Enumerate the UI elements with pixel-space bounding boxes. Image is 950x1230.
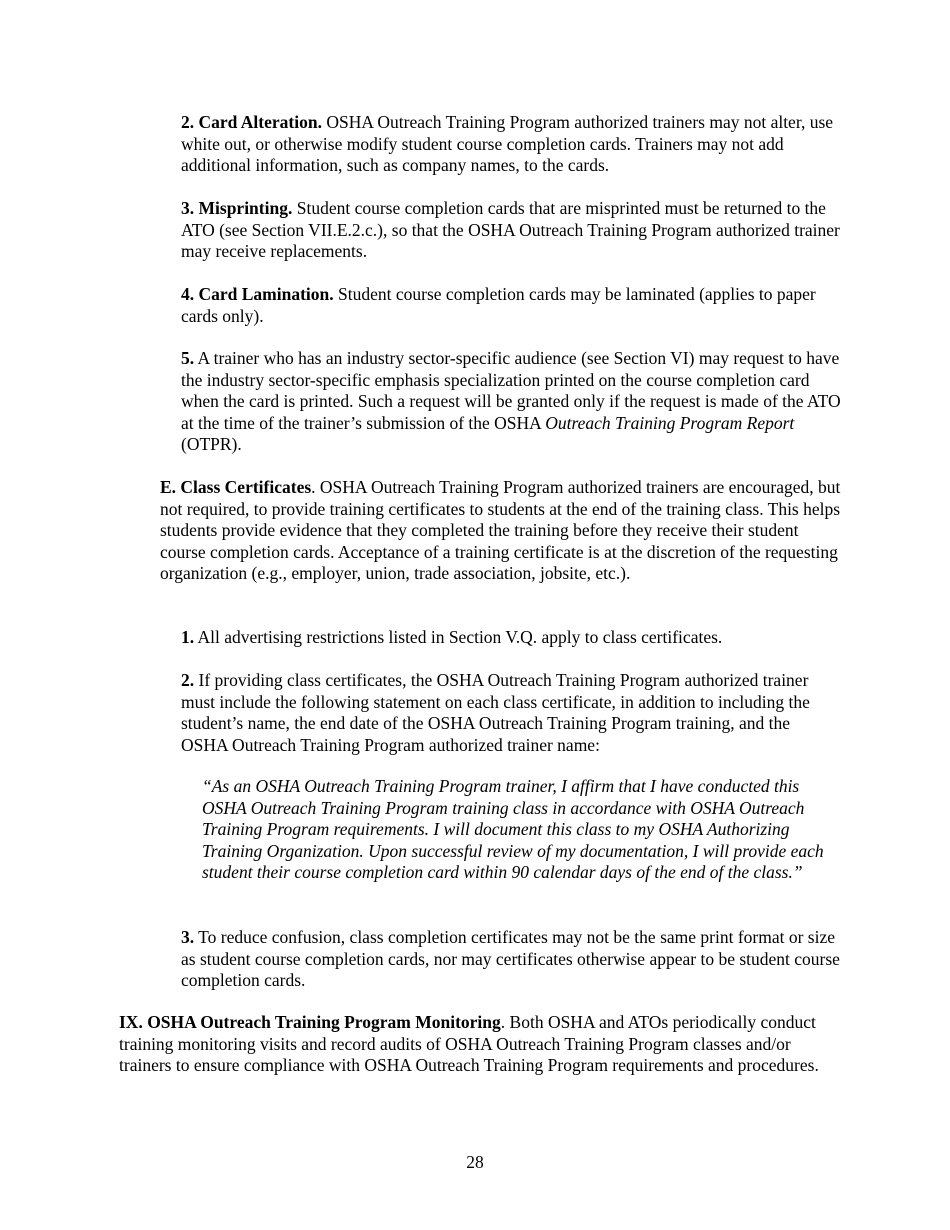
card-lamination-paragraph: [181, 284, 841, 327]
certificates-item-1-text: All advertising restrictions listed in Section V.Q. apply to class certificates.: [194, 627, 723, 647]
card-lamination-text: Student course completion cards may be laminated (applies to paper cards only).: [181, 284, 816, 326]
certificates-item-2-number: 2.: [181, 670, 195, 690]
class-certificates-paragraph: [160, 477, 842, 585]
certificates-item-3-number: 3.: [181, 927, 195, 947]
certificates-item-1-number: 1.: [181, 627, 195, 647]
sector-specific-heading: 5.: [181, 348, 195, 368]
certificates-item-3-text: To reduce confusion, class completion certificates may not be the same print format or size as student course completion cards, nor may certificates otherwise appear to be student course completion cards.: [181, 927, 840, 991]
certificates-item-1: [181, 627, 841, 649]
card-alteration-text: OSHA Outreach Training Program authorized trainers may not alter, use white out, or otherwise modify student course completion cards. Trainers may not add additional information, such as company names, to the cards.: [181, 112, 834, 176]
certificates-item-3: [181, 927, 841, 992]
misprinting-paragraph: [181, 198, 841, 263]
class-certificates-text: . OSHA Outreach Training Program authorized trainers are encouraged, but not required, to provide training certificates to students at the end of the training class. This helps students provide evidence that they completed the training before they receive their student course completion cards. Acceptance of a training certificate is at the discretion of the requesting organization (e.g., employer, union, trade association, jobsite, etc.).: [160, 477, 841, 584]
otpr-report-title: Outreach Training Program Report: [545, 412, 795, 433]
monitoring-text: . Both OSHA and ATOs periodically conduct training monitoring visits and record audits of OSHA Outreach Training Program classes and/or trainers to ensure compliance with OSHA Outreach Training Program requirements and procedures.: [119, 1012, 819, 1076]
misprinting-heading: 3. Misprinting.: [181, 198, 293, 218]
card-alteration-paragraph: [181, 112, 841, 177]
monitoring-heading: IX. OSHA Outreach Training Program Monitoring: [119, 1012, 501, 1032]
class-certificates-heading: E. Class Certificates: [160, 477, 312, 497]
card-alteration-heading: 2. Card Alteration.: [181, 112, 322, 132]
misprinting-text: Student course completion cards that are misprinted must be returned to the ATO (see Section VII.E.2.c.), so that the OSHA Outreach Training Program authorized trainer may receive replacements.: [181, 198, 840, 262]
trainer-affirmation-quote: “As an OSHA Outreach Training Program trainer, I affirm that I have conducted this OSHA Outreach Training Program training class in accordance with OSHA Outreach Training Program requirements. I will document this class to my OSHA Authorizing Training Organization. Upon successful review of my documentation, I will provide each student their course completion card within 90 calendar days of the end of the class.”: [202, 776, 824, 883]
sector-specific-text: A trainer who has an industry sector-specific audience (see Section VI) may request to have the industry sector-specific emphasis specialization printed on the course completion card when the card is printed. Such a request will be granted only if the request is made of the ATO at the time of the trainer’s submission of the OSHA: [181, 348, 841, 433]
card-lamination-heading: 4. Card Lamination.: [181, 284, 334, 304]
sector-specific-text-end: (OTPR).: [181, 434, 242, 455]
page-number: 28: [466, 1152, 484, 1172]
monitoring-section: [119, 1012, 819, 1077]
certificates-item-2-text: If providing class certificates, the OSHA Outreach Training Program authorized trainer must include the following statement on each class certificate, in addition to including the student’s name, the end date of the OSHA Outreach Training Program training, and the OSHA Outreach Training Program authorized trainer name:: [181, 670, 810, 755]
sector-specific-paragraph: [181, 348, 841, 456]
certificates-item-2: [181, 670, 841, 756]
